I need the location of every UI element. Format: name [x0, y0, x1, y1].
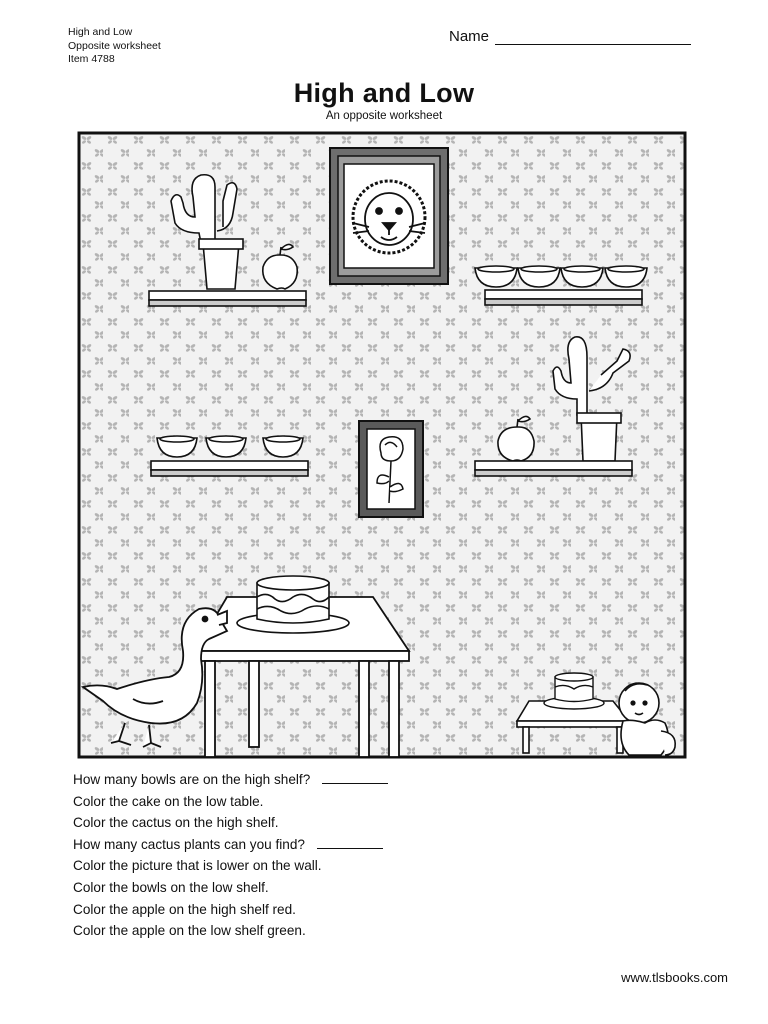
name-blank[interactable]: [495, 30, 691, 45]
question-item: [73, 920, 388, 942]
meta-item-number: Item 4788: [68, 53, 115, 65]
footer-url: www.tlsbooks.com: [621, 970, 728, 985]
shelf-icon: [151, 461, 308, 476]
picture-frame-icon[interactable]: [359, 421, 423, 517]
bowl-icon[interactable]: [157, 436, 303, 457]
name-field: [449, 28, 691, 45]
question-text: Color the apple on the high shelf red.: [73, 901, 296, 917]
question-item: [73, 834, 388, 856]
meta-title: High and Low: [68, 26, 133, 38]
question-text: How many cactus plants can you find?: [73, 836, 305, 852]
worksheet-meta: [68, 26, 161, 67]
question-item: [73, 812, 388, 834]
page-title: High and Low: [293, 78, 475, 108]
name-label: Name: [449, 28, 490, 45]
question-text: Color the apple on the low shelf green.: [73, 923, 306, 939]
picture-frame-icon[interactable]: [330, 148, 448, 284]
lion-icon: [353, 181, 425, 253]
question-item: [73, 855, 388, 877]
question-text: Color the cactus on the high shelf.: [73, 815, 279, 831]
question-text: Color the bowls on the low shelf.: [73, 879, 269, 895]
question-item: [73, 769, 388, 791]
question-item: [73, 877, 388, 899]
question-text: How many bowls are on the high shelf?: [73, 772, 311, 787]
answer-blank[interactable]: [322, 771, 388, 784]
shelf-icon: [475, 461, 632, 476]
shelf-icon: [149, 291, 306, 306]
question-item: [73, 791, 388, 813]
answer-blank[interactable]: [317, 836, 383, 849]
question-text: Color the cake on the low table.: [73, 793, 264, 809]
page-subtitle: An opposite worksheet: [325, 110, 443, 122]
shelf-icon: [485, 290, 642, 305]
question-item: [73, 899, 388, 921]
question-text: Color the picture that is lower on the wall.: [73, 858, 322, 874]
room-illustration: [77, 131, 687, 759]
meta-subtitle: Opposite worksheet: [68, 39, 161, 52]
question-list: [73, 769, 388, 942]
